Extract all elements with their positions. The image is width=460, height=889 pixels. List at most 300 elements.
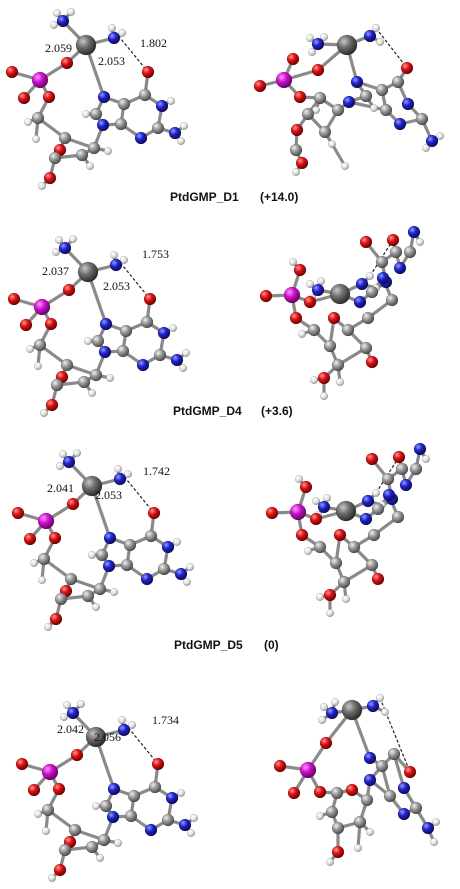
hydrogen-atom <box>326 858 334 866</box>
nitrogen-atom <box>398 808 410 820</box>
oxygen-atom <box>16 758 28 770</box>
carbon-atom <box>354 816 366 828</box>
carbon-atom <box>396 463 408 475</box>
carbon-atom <box>100 800 112 812</box>
nitrogen-atom <box>356 278 368 290</box>
nitrogen-atom <box>104 532 116 544</box>
oxygen-atom <box>266 507 278 519</box>
carbon-atom <box>362 312 374 324</box>
hydrogen-atom <box>42 827 50 835</box>
carbon-atom <box>154 349 166 361</box>
oxygen-atom <box>44 172 56 184</box>
oxygen-atom <box>328 312 340 324</box>
nitrogen-atom <box>141 573 153 585</box>
molecule-2-view-side <box>260 226 424 400</box>
oxygen-atom <box>318 372 330 384</box>
carbon-atom <box>51 379 63 391</box>
platinum-atom <box>78 262 98 282</box>
nitrogen-atom <box>360 513 372 525</box>
oxygen-atom <box>393 451 405 463</box>
oxygen-atom <box>288 787 300 799</box>
carbon-atom <box>158 563 170 575</box>
hydrogen-atom <box>59 450 67 458</box>
oxygen-atom <box>290 312 302 324</box>
hydrogen-atom <box>372 489 380 497</box>
oxygen-atom <box>45 318 57 330</box>
carbon-atom <box>342 324 354 336</box>
oxygen-atom <box>404 766 416 778</box>
hydrogen-atom <box>110 588 118 596</box>
nitrogen-atom <box>312 284 324 296</box>
hydrogen-atom <box>182 349 190 357</box>
carbon-atom <box>124 539 136 551</box>
oxygen-atom <box>296 529 308 541</box>
nitrogen-atom <box>135 132 147 144</box>
hydrogen-atom <box>187 829 195 837</box>
nitrogen-atom <box>57 15 69 27</box>
hydrogen-atom <box>292 168 300 176</box>
hydrogen-atom <box>114 839 122 847</box>
carbon-atom <box>96 549 108 561</box>
structure-panel-3 <box>12 443 430 652</box>
hydrogen-atom <box>38 576 46 584</box>
bond-layer <box>280 698 436 862</box>
nitrogen-atom <box>422 822 434 834</box>
molecule-3-view-side <box>266 443 430 617</box>
carbon-atom <box>118 98 130 110</box>
nitrogen-atom <box>67 707 79 719</box>
hydrogen-atom <box>177 789 185 797</box>
oxygen-atom <box>12 507 24 519</box>
structure-energy-1: (+14.0) <box>260 190 299 204</box>
carbon-atom <box>128 790 140 802</box>
oxygen-atom <box>43 91 55 103</box>
hydrogen-atom <box>67 8 75 16</box>
oxygen-atom <box>260 290 272 302</box>
atom-layer <box>260 226 424 400</box>
carbon-atom <box>361 794 373 806</box>
hydrogen-atom <box>366 828 374 836</box>
carbon-atom <box>65 573 77 585</box>
carbon-atom <box>384 790 396 802</box>
carbon-atom <box>117 345 129 357</box>
oxygen-atom <box>54 864 66 876</box>
carbon-atom <box>314 92 326 104</box>
carbon-atom <box>376 256 388 268</box>
hydrogen-atom <box>308 48 316 56</box>
hydrogen-atom <box>84 337 92 345</box>
carbon-atom <box>368 529 380 541</box>
hydrogen-atom <box>430 838 438 846</box>
nitrogen-atom <box>108 783 120 795</box>
nitrogen-atom <box>318 501 330 513</box>
molecule-2-view-front <box>8 235 190 417</box>
carbon-atom <box>61 359 73 371</box>
hydrogen-atom <box>48 874 56 882</box>
hydrogen-atom <box>372 24 380 32</box>
nitrogen-atom <box>169 127 181 139</box>
hydrogen-atom <box>179 364 187 372</box>
phosphorus-atom <box>38 513 54 529</box>
carbon-atom <box>82 590 94 602</box>
hydrogen-atom <box>118 716 126 724</box>
oxygen-atom <box>20 319 32 331</box>
hydrogen-atom <box>318 716 326 724</box>
nitrogen-atom <box>351 76 363 88</box>
molecule-4-view-side <box>274 694 440 866</box>
platinum-atom <box>337 35 357 55</box>
carbon-atom <box>382 473 394 485</box>
phosphorus-atom <box>284 287 300 303</box>
carbon-atom <box>332 822 344 834</box>
nitrogen-atom <box>145 824 157 836</box>
oxygen-atom <box>296 157 308 169</box>
nitrogen-atom <box>175 568 187 580</box>
carbon-atom <box>348 541 360 553</box>
nitrogen-atom <box>110 259 122 271</box>
hydrogen-atom <box>366 272 374 280</box>
nitrogen-atom <box>156 100 168 112</box>
nitrogen-atom <box>377 272 389 284</box>
oxygen-atom <box>142 66 154 78</box>
carbon-atom <box>152 122 164 134</box>
nitrogen-atom <box>97 119 109 131</box>
nitrogen-atom <box>362 495 374 507</box>
distance-pt-n-3: 2.053 <box>95 488 122 502</box>
hydrogen-atom <box>376 38 384 46</box>
carbon-atom <box>319 126 331 138</box>
bond-layer <box>18 453 190 627</box>
hydrogen-atom <box>317 277 325 285</box>
hydrogen-atom <box>86 162 94 170</box>
hydrogen-atom <box>92 802 100 810</box>
carbon-atom <box>49 152 61 164</box>
carbon-atom <box>38 553 50 565</box>
nitrogen-atom <box>364 752 376 764</box>
hydrogen-atom <box>376 694 384 702</box>
hydrogen-atom <box>328 140 336 148</box>
carbon-atom <box>125 810 137 822</box>
carbon-atom <box>86 841 98 853</box>
atom-layer <box>8 235 190 417</box>
nitrogen-atom <box>367 700 379 712</box>
phosphorus-atom <box>276 72 292 88</box>
carbon-atom <box>332 104 344 116</box>
carbon-atom <box>390 246 402 258</box>
hydrogen-atom <box>40 409 48 417</box>
carbon-atom <box>360 90 372 102</box>
oxygen-atom <box>294 264 306 276</box>
carbon-atom <box>388 748 400 760</box>
hydrogen-atom <box>323 494 331 502</box>
hydrogen-atom <box>320 703 328 711</box>
hydrogen-atom <box>44 623 52 631</box>
hydrogen-atom <box>30 559 38 567</box>
carbon-atom <box>330 557 342 569</box>
carbon-atom <box>376 760 388 772</box>
distance-pt-o-1: 2.059 <box>45 41 72 55</box>
carbon-atom <box>88 142 100 154</box>
hydrogen-atom <box>88 551 96 559</box>
hydrogen-atom <box>183 578 191 586</box>
atom-layer <box>16 700 198 882</box>
hydrogen-atom <box>304 547 312 555</box>
carbon-atom <box>59 844 71 856</box>
hydrogen-atom <box>53 9 61 17</box>
nitrogen-atom <box>402 98 414 110</box>
nitrogen-atom <box>137 359 149 371</box>
hydrogen-atom <box>60 713 68 721</box>
molecule-4-view-front <box>16 700 198 882</box>
carbon-atom <box>332 359 344 371</box>
nitrogen-atom <box>398 782 410 794</box>
oxygen-atom <box>6 66 18 78</box>
oxygen-atom <box>314 786 326 798</box>
nitrogen-atom <box>343 96 355 108</box>
hydrogen-atom <box>50 21 58 29</box>
hydrogen-atom <box>32 135 40 143</box>
carbon-atom <box>69 824 81 836</box>
carbon-atom <box>59 132 71 144</box>
hydrogen-atom <box>73 449 81 457</box>
carbon-atom <box>338 576 350 588</box>
hydrogen-atom <box>316 593 324 601</box>
platinum-atom <box>76 35 96 55</box>
nitrogen-atom <box>354 296 366 308</box>
hydrogen-atom <box>169 324 177 332</box>
nitrogen-atom <box>114 473 126 485</box>
nitrogen-atom <box>99 346 111 358</box>
hydrogen-atom <box>416 238 424 246</box>
nitrogen-atom <box>107 811 119 823</box>
carbon-atom <box>392 511 404 523</box>
oxygen-atom <box>53 783 65 795</box>
carbon-atom <box>410 463 422 475</box>
carbon-atom <box>92 335 104 347</box>
carbon-atom <box>386 294 398 306</box>
hydrogen-atom <box>432 818 440 826</box>
carbon-atom <box>32 112 44 124</box>
hydrogen-atom <box>422 455 430 463</box>
nitrogen-atom <box>166 792 178 804</box>
hydrogen-atom <box>38 182 46 190</box>
hydrogen-atom <box>114 465 122 473</box>
oxygen-atom <box>312 64 324 76</box>
oxygen-atom <box>320 737 332 749</box>
carbon-atom <box>360 342 372 354</box>
hydrogen-atom <box>92 603 100 611</box>
oxygen-atom <box>274 760 286 772</box>
hydrogen-atom <box>56 462 64 470</box>
carbon-atom <box>120 325 132 337</box>
carbon-atom <box>380 104 392 116</box>
structure-panel-1 <box>6 8 444 204</box>
hydrogen-atom <box>173 538 181 546</box>
nitrogen-atom <box>158 327 170 339</box>
hydrogen-atom <box>342 595 350 603</box>
oxygen-atom <box>67 498 79 510</box>
carbon-atom <box>302 108 314 120</box>
oxygen-atom <box>144 293 156 305</box>
hydrogen-atom <box>167 97 175 105</box>
nitrogen-atom <box>394 262 406 274</box>
distance-pt-n-4: 2.056 <box>94 730 121 744</box>
carbon-atom <box>324 340 336 352</box>
atom-layer <box>266 443 430 617</box>
hydrogen-atom <box>177 137 185 145</box>
hydrogen-atom <box>354 844 362 852</box>
carbon-atom <box>149 781 161 793</box>
oxygen-atom <box>332 846 344 858</box>
hydrogen-atom <box>306 280 314 288</box>
distance-hbond-3: 1.742 <box>143 464 170 478</box>
oxygen-atom <box>360 236 372 248</box>
carbon-atom <box>290 144 302 156</box>
oxygen-atom <box>148 507 160 519</box>
oxygen-atom <box>387 234 399 246</box>
atom-layer <box>254 24 444 176</box>
carbon-atom <box>42 804 54 816</box>
structure-panel-4 <box>16 694 440 882</box>
hydrogen-atom <box>381 708 389 716</box>
carbon-atom <box>90 369 102 381</box>
hydrogen-atom <box>55 236 63 244</box>
nitrogen-atom <box>108 32 120 44</box>
hydrogen-atom <box>82 110 90 118</box>
nitrogen-atom <box>98 91 110 103</box>
nitrogen-atom <box>162 541 174 553</box>
hydrogen-atom <box>77 700 85 708</box>
carbon-atom <box>410 802 422 814</box>
hydrogen-atom <box>320 392 328 400</box>
hydrogen-atom <box>63 701 71 709</box>
hydrogen-atom <box>108 24 116 32</box>
nitrogen-atom <box>383 489 395 501</box>
nitrogen-atom <box>171 354 183 366</box>
carbon-atom <box>78 376 90 388</box>
hydrogen-atom <box>316 812 324 820</box>
carbon-atom <box>366 286 378 298</box>
hydrogen-atom <box>331 698 339 706</box>
carbon-atom <box>55 593 67 605</box>
hydrogen-atom <box>190 814 198 822</box>
hydrogen-atom <box>312 497 320 505</box>
structure-panel-2 <box>8 226 424 418</box>
nitrogen-atom <box>59 242 71 254</box>
distance-pt-n-2: 2.053 <box>103 279 130 293</box>
nitrogen-atom <box>364 30 376 42</box>
nitrogen-atom <box>100 318 112 330</box>
carbon-atom <box>326 806 338 818</box>
hydrogen-atom <box>336 378 344 386</box>
oxygen-atom <box>24 533 36 545</box>
oxygen-atom <box>287 53 299 65</box>
phosphorus-atom <box>300 762 316 778</box>
hydrogen-atom <box>24 118 32 126</box>
hydrogen-atom <box>370 104 378 112</box>
oxygen-atom <box>46 399 58 411</box>
distance-hbond-1: 1.802 <box>140 36 167 50</box>
oxygen-atom <box>291 124 303 136</box>
platinum-atom <box>336 501 356 521</box>
nitrogen-atom <box>400 479 412 491</box>
hydrogen-atom <box>298 330 306 338</box>
nitrogen-atom <box>103 560 115 572</box>
oxygen-atom <box>300 481 312 493</box>
nitrogen-atom <box>426 135 438 147</box>
carbon-atom <box>139 89 151 101</box>
oxygen-atom <box>401 62 413 74</box>
oxygen-atom <box>346 784 358 796</box>
hydrogen-atom <box>295 475 303 483</box>
hydrogen-atom <box>110 251 118 259</box>
hydrogen-atom <box>69 235 77 243</box>
structure-energy-2: (+3.6) <box>261 404 293 418</box>
structure-name-2: PtdGMP_D4 <box>173 404 242 418</box>
distance-pt-o-3: 2.041 <box>47 481 74 495</box>
hydrogen-atom <box>341 162 349 170</box>
structure-name-3: PtdGMP_D5 <box>174 638 243 652</box>
molecule-1-view-side <box>254 24 444 176</box>
carbon-atom <box>34 339 46 351</box>
hydrogen-atom <box>106 374 114 382</box>
oxygen-atom <box>18 92 30 104</box>
hydrogen-atom <box>104 147 112 155</box>
oxygen-atom <box>366 453 378 465</box>
platinum-atom <box>330 284 350 304</box>
phosphorus-atom <box>32 72 48 88</box>
oxygen-atom <box>8 293 20 305</box>
oxygen-atom <box>28 784 40 796</box>
distance-pt-n-1: 2.053 <box>98 54 125 68</box>
nitrogen-atom <box>326 707 338 719</box>
nitrogen-atom <box>414 443 426 455</box>
carbon-atom <box>331 787 343 799</box>
hydrogen-atom <box>34 810 42 818</box>
distance-hbond-2: 1.753 <box>142 247 169 261</box>
distance-hbond-4: 1.734 <box>152 713 179 727</box>
phosphorus-atom <box>42 764 58 780</box>
carbon-atom <box>121 559 133 571</box>
hydrogen-atom <box>26 345 34 353</box>
oxygen-atom <box>49 532 61 544</box>
hydrogen-atom <box>88 389 96 397</box>
nitrogen-atom <box>179 819 191 831</box>
oxygen-atom <box>152 758 164 770</box>
carbon-atom <box>115 118 127 130</box>
oxygen-atom <box>366 356 378 368</box>
hydrogen-atom <box>180 122 188 130</box>
oxygen-atom <box>254 80 266 92</box>
distance-pt-o-4: 2.042 <box>57 722 84 736</box>
hydrogen-atom <box>326 609 334 617</box>
oxygen-atom <box>294 91 306 103</box>
hydrogen-atom <box>96 854 104 862</box>
carbon-atom <box>314 541 326 553</box>
carbon-atom <box>308 324 320 336</box>
bond-layer <box>14 239 186 413</box>
carbon-atom <box>76 149 88 161</box>
carbon-atom <box>98 834 110 846</box>
hydrogen-atom <box>306 34 314 42</box>
oxygen-atom <box>334 529 346 541</box>
carbon-atom <box>94 583 106 595</box>
oxygen-atom <box>372 573 384 585</box>
oxygen-atom <box>310 513 322 525</box>
oxygen-atom <box>50 613 62 625</box>
distance-pt-o-2: 2.037 <box>42 264 69 278</box>
platinum-atom <box>342 700 362 720</box>
